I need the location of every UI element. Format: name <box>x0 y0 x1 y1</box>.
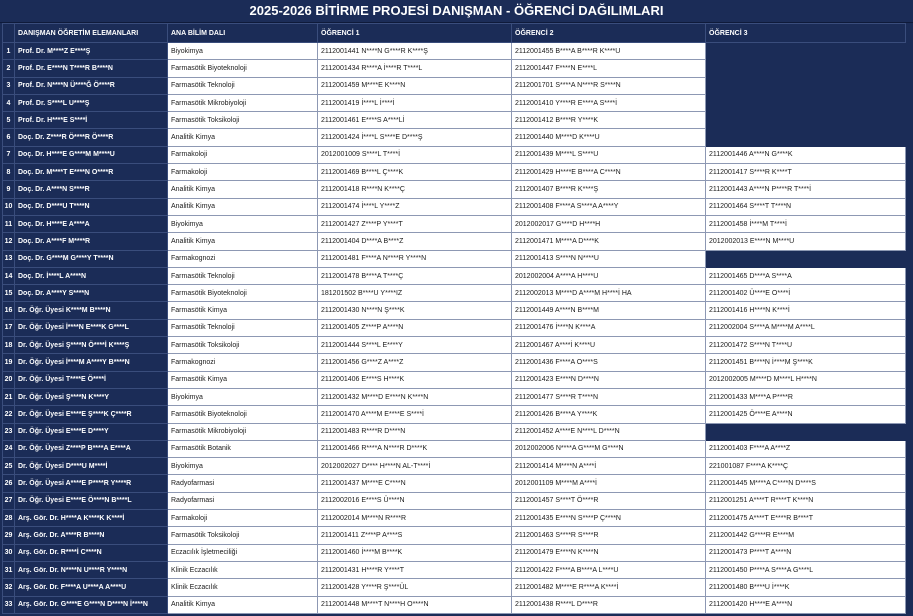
student-3-cell[interactable]: 2112001475 A****T E****R B****T <box>706 510 906 527</box>
row-number[interactable]: 31 <box>3 561 15 578</box>
advisor-cell[interactable]: Arş. Gör. Dr. A****R B****N <box>15 527 168 544</box>
student-1-cell[interactable]: 2012001009 S****L T****İ <box>318 146 512 163</box>
student-1-cell[interactable]: 2112001432 M****D E****N K****N <box>318 388 512 405</box>
student-3-cell[interactable] <box>706 423 906 440</box>
student-3-cell[interactable]: 2012002005 M****D M****L H****N <box>706 371 906 388</box>
department-cell[interactable]: Farmakognozi <box>168 354 318 371</box>
student-2-cell[interactable]: 2112001438 R****L D****R <box>512 596 706 613</box>
department-cell[interactable]: Analitik Kimya <box>168 181 318 198</box>
department-cell[interactable]: Farmasötik Botanik <box>168 440 318 457</box>
table-row <box>3 215 906 232</box>
advisor-cell[interactable]: Doç. Dr. İ****L A****N <box>15 267 168 284</box>
student-2-cell[interactable]: 2112001701 S****A N****R S****N <box>512 77 706 94</box>
student-3-cell[interactable] <box>706 43 906 60</box>
student-1-cell[interactable]: 2112001427 Z****P Y****T <box>318 215 512 232</box>
advisor-cell[interactable]: Arş. Gör. Dr. H****A K****K K****İ <box>15 510 168 527</box>
department-cell[interactable]: Biyokimya <box>168 388 318 405</box>
header-student-3[interactable]: ÖĞRENCİ 3 <box>706 24 906 43</box>
student-1-cell[interactable]: 2112001470 A****M E****E S****İ <box>318 406 512 423</box>
student-3-cell[interactable]: 2112001420 H****E A****N <box>706 596 906 613</box>
table-row <box>3 475 906 492</box>
department-cell[interactable]: Farmasötik Teknoloji <box>168 319 318 336</box>
department-cell[interactable]: Farmasötik Toksikoloji <box>168 112 318 129</box>
row-number[interactable]: 8 <box>3 164 15 181</box>
student-2-cell[interactable]: 2112001471 M****A D****K <box>512 233 706 250</box>
student-1-cell[interactable]: 2112001483 R****R D****N <box>318 423 512 440</box>
student-2-cell[interactable]: 2112001449 A****N B****M <box>512 302 706 319</box>
advisor-cell[interactable]: Doç. Dr. H****E A****A <box>15 215 168 232</box>
department-cell[interactable]: Biyokimya <box>168 458 318 475</box>
table-row <box>3 406 906 423</box>
student-3-cell[interactable]: 2112001480 B****U İ****K <box>706 579 906 596</box>
advisor-cell[interactable]: Doç. Dr. G****M G****Y T****N <box>15 250 168 267</box>
row-number[interactable]: 12 <box>3 233 15 250</box>
row-number[interactable]: 9 <box>3 181 15 198</box>
department-cell[interactable]: Farmasötik Biyoteknoloji <box>168 285 318 302</box>
department-cell[interactable]: Analitik Kimya <box>168 198 318 215</box>
student-1-cell[interactable]: 2112001419 İ****L İ****İ <box>318 94 512 111</box>
student-3-cell[interactable]: 2112002004 S****A M****M A****L <box>706 319 906 336</box>
advisor-cell[interactable]: Doç. Dr. A****F M****R <box>15 233 168 250</box>
advisor-cell[interactable]: Doç. Dr. H****E G****M M****U <box>15 146 168 163</box>
row-number[interactable]: 28 <box>3 510 15 527</box>
table-row <box>3 198 906 215</box>
student-1-cell[interactable]: 2112001481 F****A N****R Y****N <box>318 250 512 267</box>
department-cell[interactable]: Farmakognozi <box>168 250 318 267</box>
student-2-cell[interactable]: 2012002004 A****A H****U <box>512 267 706 284</box>
table-row <box>3 423 906 440</box>
advisor-cell[interactable]: Dr. Öğr. Üyesi K****M B****N <box>15 302 168 319</box>
table-row <box>3 371 906 388</box>
table-row <box>3 561 906 578</box>
table-row <box>3 233 906 250</box>
department-cell[interactable]: Farmasötik Kimya <box>168 302 318 319</box>
row-number[interactable]: 5 <box>3 112 15 129</box>
page-title: 2025-2026 BİTİRME PROJESİ DANIŞMAN - ÖĞRENCİ DAĞILIMLARI <box>0 0 913 23</box>
advisor-cell[interactable]: Dr. Öğr. Üyesi D****U M****İ <box>15 458 168 475</box>
student-3-cell[interactable]: 2112001416 H****N K****İ <box>706 302 906 319</box>
department-cell[interactable]: Analitik Kimya <box>168 596 318 613</box>
student-1-cell[interactable]: 2112001456 G****Z A****Z <box>318 354 512 371</box>
table-row <box>3 440 906 457</box>
table-row <box>3 302 906 319</box>
department-cell[interactable]: Farmasötik Kimya <box>168 371 318 388</box>
student-3-cell[interactable]: 2112001442 G****R E****M <box>706 527 906 544</box>
student-1-cell[interactable]: 2112001460 İ****M B****K <box>318 544 512 561</box>
department-cell[interactable]: Klinik Eczacılık <box>168 561 318 578</box>
student-1-cell[interactable]: 2112001405 Z****P A****N <box>318 319 512 336</box>
row-number[interactable]: 1 <box>3 43 15 60</box>
advisor-cell[interactable]: Dr. Öğr. Üyesi A****E P****R Y****R <box>15 475 168 492</box>
row-number[interactable]: 3 <box>3 77 15 94</box>
table-row <box>3 250 906 267</box>
table-row <box>3 527 906 544</box>
row-number[interactable]: 20 <box>3 371 15 388</box>
advisor-cell[interactable]: Dr. Öğr. Üyesi Z****P B****A E****A <box>15 440 168 457</box>
header-advisor[interactable]: DANIŞMAN ÖĞRETİM ELEMANLARI <box>15 24 168 43</box>
student-3-cell[interactable] <box>706 250 906 267</box>
header-no[interactable] <box>3 24 15 43</box>
header-student-2[interactable]: ÖĞRENCİ 2 <box>512 24 706 43</box>
student-2-cell[interactable]: 2112001436 F****A O****S <box>512 354 706 371</box>
row-number[interactable]: 18 <box>3 337 15 354</box>
department-cell[interactable]: Farmakoloji <box>168 164 318 181</box>
student-2-cell[interactable]: 2112001457 S****T Ö****R <box>512 492 706 509</box>
student-1-cell[interactable]: 2112001406 E****S H****K <box>318 371 512 388</box>
student-3-cell[interactable]: 2112001473 P****T A****N <box>706 544 906 561</box>
row-number[interactable]: 14 <box>3 267 15 284</box>
student-2-cell[interactable]: 2112001412 B****R Y****K <box>512 112 706 129</box>
student-3-cell[interactable] <box>706 129 906 146</box>
student-2-cell[interactable]: 2112001476 İ****N K****A <box>512 319 706 336</box>
department-cell[interactable]: Farmasötik Biyoteknoloji <box>168 60 318 77</box>
student-1-cell[interactable]: 181201502 B****U Y****IZ <box>318 285 512 302</box>
student-3-cell[interactable]: 2112001443 A****N P****R T****İ <box>706 181 906 198</box>
student-2-cell[interactable]: 2112001467 A****İ K****U <box>512 337 706 354</box>
student-2-cell[interactable]: 2112001426 B****A Y****K <box>512 406 706 423</box>
department-cell[interactable]: Farmasötik Toksikoloji <box>168 527 318 544</box>
department-cell[interactable]: Farmasötik Mikrobiyoloji <box>168 94 318 111</box>
row-number[interactable]: 21 <box>3 388 15 405</box>
student-3-cell[interactable] <box>706 77 906 94</box>
department-cell[interactable]: Farmasötik Teknoloji <box>168 267 318 284</box>
advisor-cell[interactable]: Dr. Öğr. Üyesi E****E Ş****K Ç****R <box>15 406 168 423</box>
row-number[interactable]: 19 <box>3 354 15 371</box>
advisor-cell[interactable]: Prof. Dr. N****N Ü****Ğ Ö****R <box>15 77 168 94</box>
table-row <box>3 164 906 181</box>
department-cell[interactable]: Farmasötik Biyoteknoloji <box>168 406 318 423</box>
table-row <box>3 354 906 371</box>
row-number[interactable]: 15 <box>3 285 15 302</box>
row-number[interactable]: 30 <box>3 544 15 561</box>
department-cell[interactable]: Farmasötik Teknoloji <box>168 77 318 94</box>
row-number[interactable]: 16 <box>3 302 15 319</box>
table-row <box>3 181 906 198</box>
row-number[interactable]: 29 <box>3 527 15 544</box>
table-row <box>3 43 906 60</box>
advisor-cell[interactable]: Arş. Gör. Dr. G****E G****N D****N İ****N <box>15 596 168 613</box>
student-1-cell[interactable]: 2112002014 M****N R****R <box>318 510 512 527</box>
student-2-cell[interactable]: 2012002006 N****A G****M G****N <box>512 440 706 457</box>
advisor-cell[interactable]: Dr. Öğr. Üyesi Ş****N Ö****İ K****Ş <box>15 337 168 354</box>
advisor-cell[interactable]: Dr. Öğr. Üyesi İ****M A****Y B****N <box>15 354 168 371</box>
distribution-table <box>2 23 906 614</box>
student-2-cell[interactable]: 2112001452 A****E N****L D****N <box>512 423 706 440</box>
advisor-cell[interactable]: Doç. Dr. D****U T****N <box>15 198 168 215</box>
row-number[interactable]: 4 <box>3 94 15 111</box>
row-number[interactable]: 27 <box>3 492 15 509</box>
student-3-cell[interactable] <box>706 112 906 129</box>
table-body <box>3 43 906 614</box>
advisor-cell[interactable]: Dr. Öğr. Üyesi E****E D****Y <box>15 423 168 440</box>
table-row <box>3 146 906 163</box>
row-number[interactable]: 25 <box>3 458 15 475</box>
student-3-cell[interactable] <box>706 94 906 111</box>
student-1-cell[interactable]: 2112001466 R****A N****R D****K <box>318 440 512 457</box>
department-cell[interactable]: Farmasötik Mikrobiyoloji <box>168 423 318 440</box>
table-row <box>3 77 906 94</box>
row-number[interactable]: 6 <box>3 129 15 146</box>
student-1-cell[interactable]: 2112001478 B****A T****Ç <box>318 267 512 284</box>
student-1-cell[interactable]: 2112001430 N****N Ş****K <box>318 302 512 319</box>
advisor-cell[interactable]: Arş. Gör. Dr. R****İ C****N <box>15 544 168 561</box>
table-row <box>3 337 906 354</box>
row-number[interactable]: 24 <box>3 440 15 457</box>
advisor-cell[interactable]: Doç. Dr. Z****R Ö****R Ö****R <box>15 129 168 146</box>
advisor-cell[interactable]: Dr. Öğr. Üyesi T****E Ö****İ <box>15 371 168 388</box>
student-2-cell[interactable]: 2112001479 E****N K****N <box>512 544 706 561</box>
student-3-cell[interactable]: 2112001403 F****A A****Z <box>706 440 906 457</box>
row-number[interactable]: 17 <box>3 319 15 336</box>
student-3-cell[interactable]: 2112001458 İ****M T****İ <box>706 215 906 232</box>
student-1-cell[interactable]: 2012002027 D**** H****N AL-T****İ <box>318 458 512 475</box>
student-2-cell[interactable]: 2112001414 M****N A****İ <box>512 458 706 475</box>
advisor-cell[interactable]: Dr. Öğr. Üyesi Ş****N K****Y <box>15 388 168 405</box>
header-row <box>3 24 906 43</box>
student-1-cell[interactable]: 2112001411 Z****P A****S <box>318 527 512 544</box>
student-2-cell[interactable]: 2112001410 Y****R E****A S****İ <box>512 94 706 111</box>
header-student-1[interactable]: ÖĞRENCİ 1 <box>318 24 512 43</box>
table-row <box>3 94 906 111</box>
row-number[interactable]: 7 <box>3 146 15 163</box>
student-3-cell[interactable]: 2112001464 S****T T****N <box>706 198 906 215</box>
table-row <box>3 319 906 336</box>
student-1-cell[interactable]: 2112001418 R****N K****Ç <box>318 181 512 198</box>
row-number[interactable]: 13 <box>3 250 15 267</box>
table-row <box>3 285 906 302</box>
advisor-cell[interactable]: Prof. Dr. M****Z E****Ş <box>15 43 168 60</box>
advisor-cell[interactable]: Prof. Dr. E****N T****R B****N <box>15 60 168 77</box>
student-1-cell[interactable]: 2112001434 R****A İ****R T****L <box>318 60 512 77</box>
student-1-cell[interactable]: 2112001424 İ****L S****E D****Ş <box>318 129 512 146</box>
table-row <box>3 579 906 596</box>
table-row <box>3 267 906 284</box>
department-cell[interactable]: Radyofarmasi <box>168 475 318 492</box>
student-2-cell[interactable]: 2112001422 F****A B****A L****U <box>512 561 706 578</box>
advisor-cell[interactable]: Doç. Dr. M****T E****N O****R <box>15 164 168 181</box>
advisor-cell[interactable]: Prof. Dr. S****L U****Ş <box>15 94 168 111</box>
department-cell[interactable]: Analitik Kimya <box>168 129 318 146</box>
department-cell[interactable]: Radyofarmasi <box>168 492 318 509</box>
advisor-cell[interactable]: Arş. Gör. Dr. F****A U****A A****U <box>15 579 168 596</box>
department-cell[interactable]: Farmasötik Toksikoloji <box>168 337 318 354</box>
student-3-cell[interactable]: 2112001402 Ü****E O****İ <box>706 285 906 302</box>
student-1-cell[interactable]: 2112001474 İ****L Y****Z <box>318 198 512 215</box>
student-1-cell[interactable]: 2112001428 Y****R Ş****ÜL <box>318 579 512 596</box>
row-number[interactable]: 11 <box>3 215 15 232</box>
student-1-cell[interactable]: 2112001404 D****A B****Z <box>318 233 512 250</box>
student-3-cell[interactable]: 2112001451 B****N İ****M Ş****K <box>706 354 906 371</box>
table-row <box>3 510 906 527</box>
student-3-cell[interactable]: 2112001465 D****A S****A <box>706 267 906 284</box>
student-3-cell[interactable]: 2112001445 M****A C****N D****S <box>706 475 906 492</box>
student-2-cell[interactable]: 2112001435 E****N S****P Ç****N <box>512 510 706 527</box>
department-cell[interactable]: Eczacılık İşletmeciliği <box>168 544 318 561</box>
student-1-cell[interactable]: 2112001437 M****E C****N <box>318 475 512 492</box>
student-2-cell[interactable]: 2112001440 M****D K****U <box>512 129 706 146</box>
department-cell[interactable]: Biyokimya <box>168 215 318 232</box>
advisor-cell[interactable]: Dr. Öğr. Üyesi E****E Ö****N B****L <box>15 492 168 509</box>
department-cell[interactable]: Analitik Kimya <box>168 233 318 250</box>
table-row <box>3 492 906 509</box>
student-1-cell[interactable]: 2112001469 B****L Ç****K <box>318 164 512 181</box>
student-2-cell[interactable]: 2112001423 E****N D****N <box>512 371 706 388</box>
student-3-cell[interactable]: 2112001433 M****A P****R <box>706 388 906 405</box>
student-2-cell[interactable]: 2012001109 M****M A****İ <box>512 475 706 492</box>
table-row <box>3 112 906 129</box>
student-1-cell[interactable]: 2112002016 E****S Ü****N <box>318 492 512 509</box>
student-2-cell[interactable]: 2112001408 F****A S****A A****Y <box>512 198 706 215</box>
student-2-cell[interactable]: 2112001413 S****N N****U <box>512 250 706 267</box>
student-1-cell[interactable]: 2112001444 S****L E****Y <box>318 337 512 354</box>
student-2-cell[interactable]: 2112001429 H****E B****A C****N <box>512 164 706 181</box>
header-department[interactable]: ANA BİLİM DALI <box>168 24 318 43</box>
table-row <box>3 60 906 77</box>
student-3-cell[interactable]: 2112001450 P****A S****A G****L <box>706 561 906 578</box>
student-3-cell[interactable]: 2112001425 Ö****E A****N <box>706 406 906 423</box>
student-2-cell[interactable]: 2112001439 M****L S****U <box>512 146 706 163</box>
advisor-cell[interactable]: Dr. Öğr. Üyesi İ****N E****K G****L <box>15 319 168 336</box>
student-3-cell[interactable]: 2112001446 A****N G****K <box>706 146 906 163</box>
table-row <box>3 596 906 613</box>
student-2-cell[interactable]: 2112001407 B****R K****Ş <box>512 181 706 198</box>
department-cell[interactable]: Biyokimya <box>168 43 318 60</box>
student-2-cell[interactable]: 2112001463 S****R S****R <box>512 527 706 544</box>
row-number[interactable]: 33 <box>3 596 15 613</box>
table-row <box>3 129 906 146</box>
department-cell[interactable]: Farmakoloji <box>168 510 318 527</box>
row-number[interactable]: 32 <box>3 579 15 596</box>
student-3-cell[interactable]: 2012002013 E****N M****U <box>706 233 906 250</box>
student-2-cell[interactable]: 2112001455 B****A B****R K****U <box>512 43 706 60</box>
student-2-cell[interactable]: 2112001477 S****R T****N <box>512 388 706 405</box>
student-2-cell[interactable]: 2112002013 M****D A****M H****İ HA <box>512 285 706 302</box>
department-cell[interactable]: Farmakoloji <box>168 146 318 163</box>
advisor-cell[interactable]: Arş. Gör. Dr. N****N U****R Y****N <box>15 561 168 578</box>
row-number[interactable]: 26 <box>3 475 15 492</box>
student-2-cell[interactable]: 2112001447 F****N E****L <box>512 60 706 77</box>
student-2-cell[interactable]: 2012002017 G****D H****H <box>512 215 706 232</box>
row-number[interactable]: 23 <box>3 423 15 440</box>
row-number[interactable]: 2 <box>3 60 15 77</box>
student-3-cell[interactable]: 2112001417 S****R K****T <box>706 164 906 181</box>
student-1-cell[interactable]: 2112001431 H****R Y****T <box>318 561 512 578</box>
student-1-cell[interactable]: 2112001459 M****E K****N <box>318 77 512 94</box>
student-3-cell[interactable]: 221001087 F****A K****Ç <box>706 458 906 475</box>
advisor-cell[interactable]: Doç. Dr. A****Y S****N <box>15 285 168 302</box>
student-1-cell[interactable]: 2112001448 M****T N****H O****N <box>318 596 512 613</box>
student-1-cell[interactable]: 2112001441 N****N G****R K****Ş <box>318 43 512 60</box>
advisor-cell[interactable]: Doç. Dr. A****N S****R <box>15 181 168 198</box>
student-2-cell[interactable]: 2112001482 M****E R****A K****İ <box>512 579 706 596</box>
department-cell[interactable]: Klinik Eczacılık <box>168 579 318 596</box>
student-3-cell[interactable]: 2112001251 A****T R****T K****N <box>706 492 906 509</box>
advisor-cell[interactable]: Prof. Dr. H****E S****İ <box>15 112 168 129</box>
student-3-cell[interactable]: 2112001472 S****N T****U <box>706 337 906 354</box>
table-row <box>3 458 906 475</box>
table-row <box>3 388 906 405</box>
row-number[interactable]: 22 <box>3 406 15 423</box>
student-3-cell[interactable] <box>706 60 906 77</box>
table-row <box>3 544 906 561</box>
student-1-cell[interactable]: 2112001461 E****S A****Lİ <box>318 112 512 129</box>
row-number[interactable]: 10 <box>3 198 15 215</box>
